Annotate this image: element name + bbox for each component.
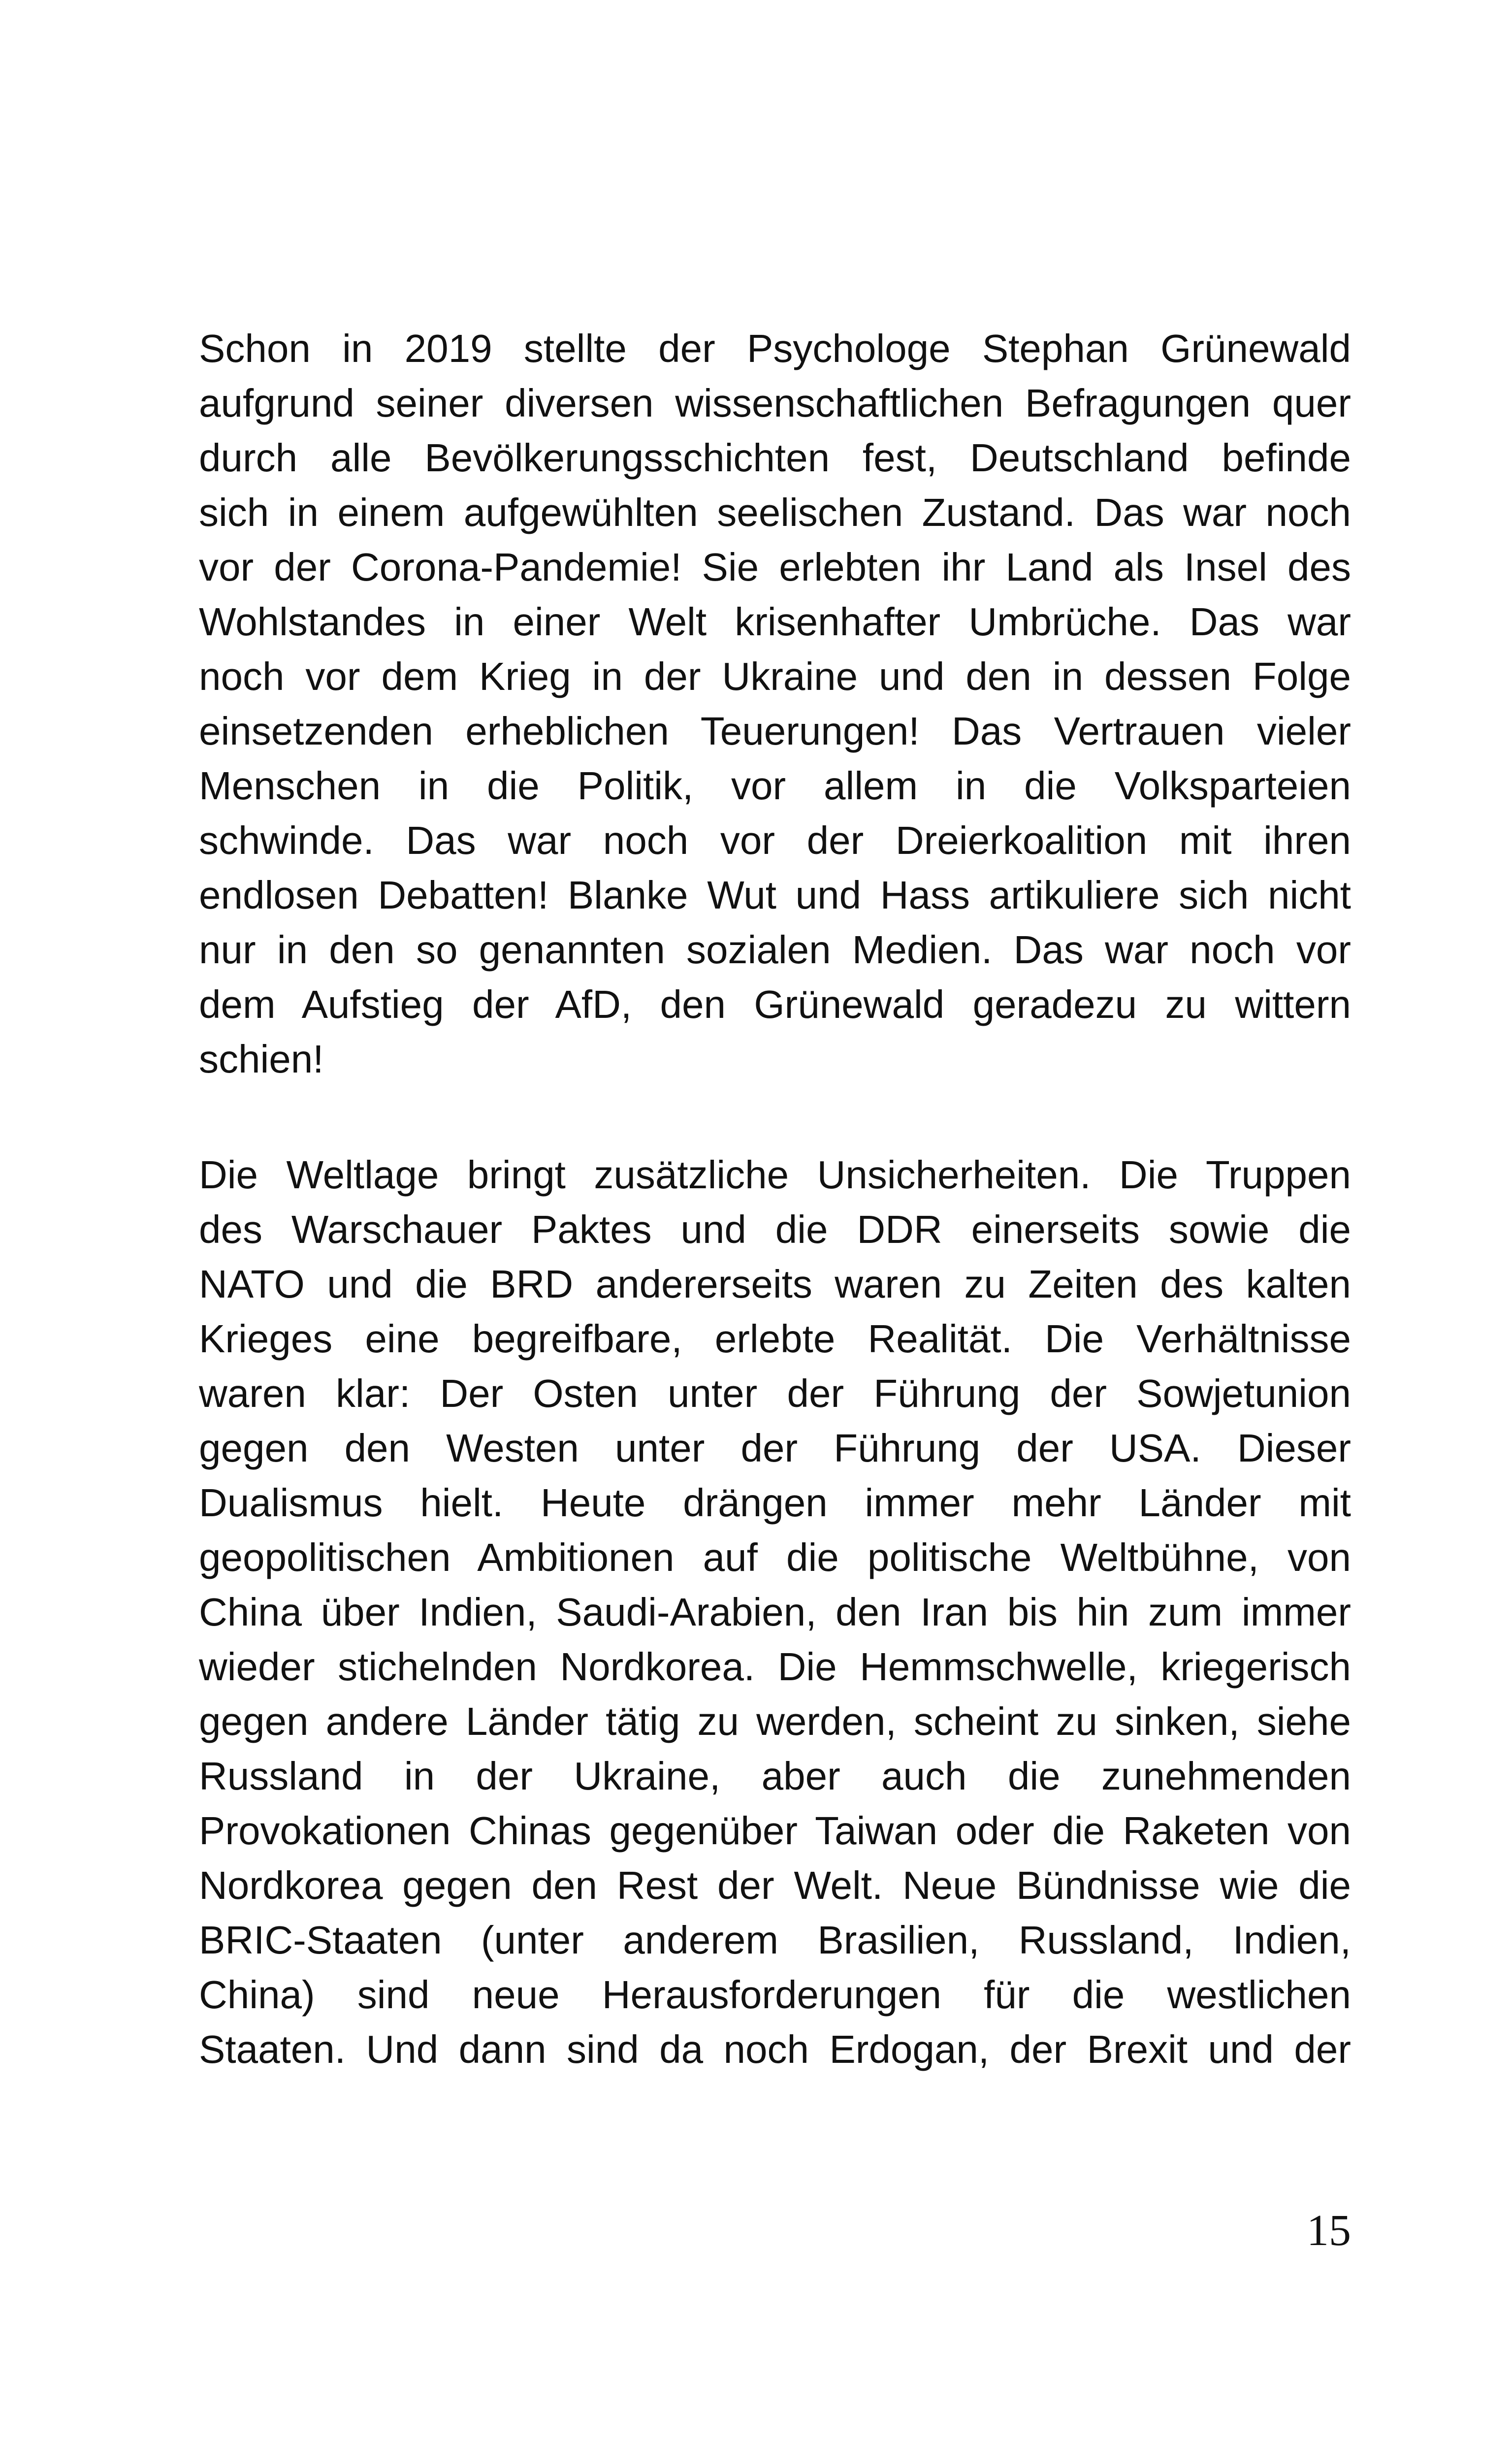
text-line: Menschen in die Politik, vor allem in die Volksparteien — [199, 764, 1351, 808]
text-line: Nordkorea gegen den Rest der Welt. Neue Bündnisse wie die — [199, 1863, 1351, 1907]
text-line: sich in einem aufgewühlten seelischen Zustand. Das war noch — [199, 490, 1351, 534]
text-line: geopolitischen Ambitionen auf die politische Weltbühne, von — [199, 1535, 1351, 1579]
text-line: durch alle Bevölkerungsschichten fest, Deutschland befinde — [199, 436, 1351, 480]
text-line: China über Indien, Saudi-Arabien, den Iran bis hin zum immer — [199, 1590, 1351, 1634]
text-line: vor der Corona-Pandemie! Sie erlebten ihr Land als Insel des — [199, 545, 1351, 589]
text-line: schien! — [199, 1037, 324, 1081]
text-line: China) sind neue Herausforderungen für die westlichen — [199, 1973, 1351, 2017]
text-line: Dualismus hielt. Heute drängen immer mehr Länder mit — [199, 1481, 1351, 1525]
page-number: 15 — [1307, 2206, 1351, 2255]
text-line: Staaten. Und dann sind da noch Erdogan, der Brexit und der — [199, 2027, 1351, 2071]
text-line: Schon in 2019 stellte der Psychologe Stephan Grünewald — [199, 326, 1351, 370]
text-line: Die Weltlage bringt zusätzliche Unsicherheiten. Die Truppen — [199, 1153, 1351, 1197]
paragraph-1 — [199, 321, 1351, 1086]
text-line: waren klar: Der Osten unter der Führung der Sowjetunion — [199, 1371, 1351, 1415]
text-line: einsetzenden erheblichen Teuerungen! Das Vertrauen vieler — [199, 709, 1351, 753]
text-line: noch vor dem Krieg in der Ukraine und den in dessen Folge — [199, 654, 1351, 698]
text-line: Provokationen Chinas gegenüber Taiwan oder die Raketen von — [199, 1809, 1351, 1853]
text-line: schwinde. Das war noch vor der Dreierkoalition mit ihren — [199, 818, 1351, 862]
text-line: gegen den Westen unter der Führung der USA. Dieser — [199, 1426, 1351, 1470]
text-line: aufgrund seiner diversen wissenschaftlichen Befragungen quer — [199, 381, 1351, 425]
text-line: Krieges eine begreifbare, erlebte Realität. Die Verhältnisse — [199, 1317, 1351, 1361]
text-line: nur in den so genannten sozialen Medien. Das war noch vor — [199, 928, 1351, 972]
text-line: BRIC-Staaten (unter anderem Brasilien, Russland, Indien, — [199, 1918, 1351, 1962]
paragraph-2 — [199, 1147, 1351, 2077]
text-line: dem Aufstieg der AfD, den Grünewald geradezu zu wittern — [199, 982, 1351, 1026]
text-line: Russland in der Ukraine, aber auch die zunehmenden — [199, 1754, 1351, 1798]
text-line: wieder stichelnden Nordkorea. Die Hemmschwelle, kriegerisch — [199, 1645, 1351, 1689]
text-line: endlosen Debatten! Blanke Wut und Hass artikuliere sich nicht — [199, 873, 1351, 917]
text-line: NATO und die BRD andererseits waren zu Zeiten des kalten — [199, 1262, 1351, 1306]
text-line: des Warschauer Paktes und die DDR einerseits sowie die — [199, 1207, 1351, 1251]
text-line: gegen andere Länder tätig zu werden, scheint zu sinken, siehe — [199, 1699, 1351, 1743]
text-line: Wohlstandes in einer Welt krisenhafter Umbrüche. Das war — [199, 600, 1351, 644]
